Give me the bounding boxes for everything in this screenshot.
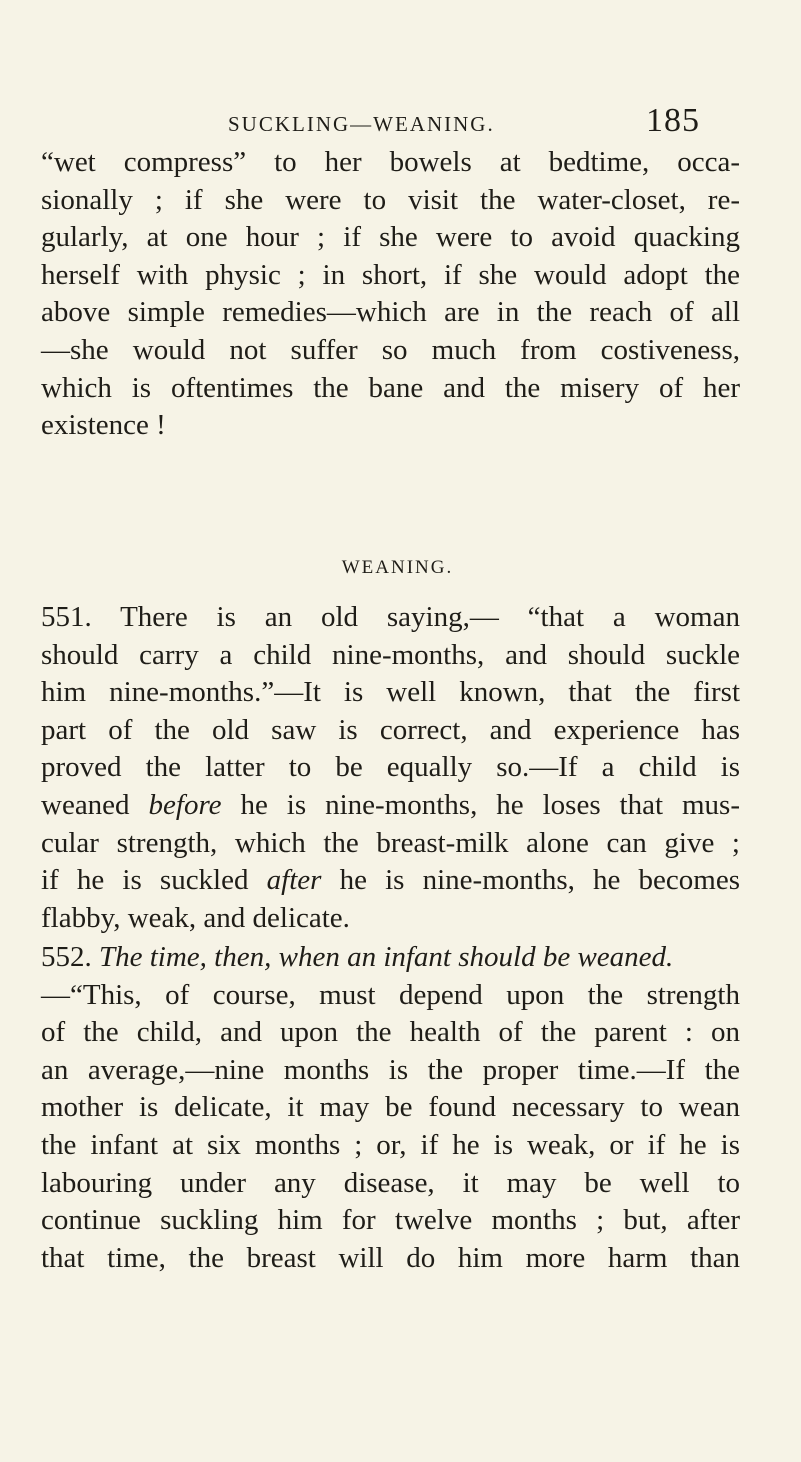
- text-line: mother is delicate, it may be found necessary to wean: [41, 1091, 740, 1124]
- text-line: herself with physic ; in short, if she would adopt the: [41, 258, 740, 291]
- text-line: him nine-months.”—It is well known, that the first: [41, 676, 740, 709]
- text-line: above simple remedies—which are in the reach of all: [41, 296, 740, 329]
- text-line: of the child, and upon the health of the parent : on: [41, 1016, 740, 1049]
- emphasis-before: before: [148, 788, 222, 821]
- text-run: he is nine-months, he loses that mus-: [221, 788, 740, 821]
- text-line: —“This, of course, must depend upon the strength: [41, 978, 740, 1011]
- text-line: sionally ; if she were to visit the water-closet, re-: [41, 183, 740, 216]
- text-line: which is oftentimes the bane and the misery of her: [41, 371, 740, 404]
- text-line: 551. There is an old saying,— “that a woman: [41, 601, 740, 633]
- text-line: the infant at six months ; or, if he is weak, or if he is: [41, 1128, 740, 1161]
- section-heading-text: WEANING.: [341, 557, 454, 578]
- paragraph-552-heading: [41, 939, 740, 977]
- text-line: proved the latter to be equally so.—If a child is: [41, 751, 740, 784]
- text-run: he is nine-months, he becomes: [321, 864, 741, 897]
- intro-paragraph: [41, 144, 740, 445]
- text-line: flabby, weak, and delicate.: [41, 901, 350, 934]
- running-title: SUCKLING—WEANING.: [228, 112, 495, 136]
- page-number: 185: [646, 102, 700, 139]
- text-line: an average,—nine months is the proper time.—If the: [41, 1053, 740, 1086]
- paragraph-551: [41, 599, 740, 937]
- text-line: that time, the breast will do him more harm than: [41, 1241, 740, 1274]
- text-run: if he is suckled: [41, 864, 267, 897]
- text-line: part of the old saw is correct, and experience has: [41, 713, 740, 746]
- text-line: “wet compress” to her bowels at bedtime, occa-: [41, 146, 740, 178]
- text-run: weaned: [41, 788, 149, 821]
- paragraph-552-title: The time, then, when an infant should be weaned.: [99, 941, 674, 973]
- emphasis-after: after: [266, 864, 322, 897]
- paragraph-number: 552.: [41, 941, 99, 973]
- text-line: labouring under any disease, it may be well to: [41, 1166, 740, 1199]
- paragraph-552: [41, 939, 740, 1277]
- text-line: should carry a child nine-months, and should suckle: [41, 638, 740, 671]
- text-line: —she would not suffer so much from costiveness,: [41, 333, 740, 366]
- text-line: [41, 862, 740, 900]
- text-line: gularly, at one hour ; if she were to avoid quacking: [41, 221, 740, 254]
- running-head: [0, 98, 801, 144]
- section-heading: [0, 557, 801, 579]
- text-line: [41, 787, 740, 825]
- text-line: cular strength, which the breast-milk alone can give ;: [41, 826, 740, 859]
- text-line: existence !: [41, 409, 166, 442]
- text-line: continue suckling him for twelve months ; but, after: [41, 1204, 740, 1237]
